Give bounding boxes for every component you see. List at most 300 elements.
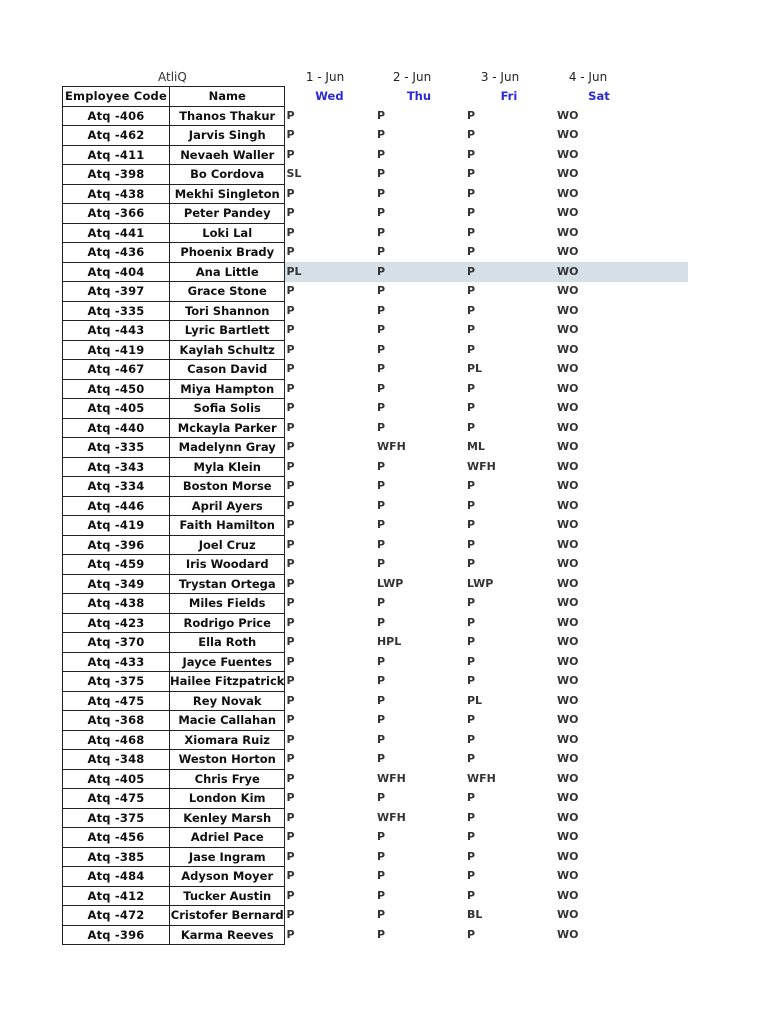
attendance-cell[interactable]: WO: [556, 479, 579, 492]
table-row: [63, 691, 688, 711]
employee-name-cell[interactable]: Bo Cordova: [170, 165, 285, 185]
attendance-cell[interactable]: WFH: [466, 771, 496, 785]
employee-name-cell[interactable]: Hailee Fitzpatrick: [170, 672, 285, 692]
table-row: [63, 399, 688, 419]
attendance-cell[interactable]: PL: [466, 693, 483, 707]
employee-code-cell[interactable]: Atq -405: [63, 399, 170, 419]
attendance-cell[interactable]: P: [376, 888, 385, 902]
attendance-cell[interactable]: P: [376, 849, 385, 863]
employee-code-cell[interactable]: Atq -423: [63, 613, 170, 633]
attendance-cell[interactable]: P: [286, 401, 295, 414]
attendance-cell[interactable]: WO: [556, 791, 579, 804]
employee-code-cell[interactable]: Atq -484: [63, 867, 170, 887]
empty-cell: [644, 867, 688, 887]
employee-name-cell[interactable]: Boston Morse: [170, 477, 285, 497]
attendance-cell[interactable]: P: [376, 381, 385, 395]
attendance-cell[interactable]: P: [376, 362, 385, 375]
employee-name-cell[interactable]: Cristofer Bernard: [170, 906, 285, 926]
employee-code-cell[interactable]: Atq -411: [63, 145, 170, 165]
attendance-cell[interactable]: P: [466, 245, 475, 258]
employee-code-cell[interactable]: Atq -456: [63, 828, 170, 848]
table-row: [63, 808, 688, 828]
empty-cell: [644, 633, 688, 653]
table-row: [63, 126, 688, 146]
employee-code-cell[interactable]: Atq -438: [63, 594, 170, 614]
employee-name-cell[interactable]: Chris Frye: [170, 769, 285, 789]
attendance-cell[interactable]: P: [286, 518, 295, 531]
attendance-cell[interactable]: P: [466, 284, 475, 297]
attendance-cell[interactable]: P: [376, 654, 385, 668]
day-header[interactable]: Sat: [588, 89, 610, 103]
table-row: [63, 750, 688, 770]
attendance-cell[interactable]: P: [374, 262, 464, 282]
attendance-cell[interactable]: P: [466, 888, 475, 902]
attendance-cell[interactable]: P: [466, 791, 475, 804]
attendance-cell[interactable]: P: [376, 420, 385, 434]
attendance-cell[interactable]: P: [376, 518, 385, 531]
attendance-cell[interactable]: P: [376, 732, 385, 746]
attendance-cell[interactable]: WFH: [376, 771, 406, 785]
attendance-cell[interactable]: WO: [556, 245, 579, 258]
attendance-cell[interactable]: WO: [556, 596, 579, 609]
attendance-cell[interactable]: P: [376, 537, 385, 551]
empty-cell: [644, 438, 688, 458]
attendance-cell[interactable]: P: [466, 849, 475, 863]
table-row: [63, 867, 688, 887]
attendance-cell[interactable]: P: [376, 401, 385, 414]
attendance-cell[interactable]: P: [466, 420, 475, 434]
attendance-cell[interactable]: P: [286, 440, 295, 453]
employee-name-cell[interactable]: Iris Woodard: [170, 555, 285, 575]
employee-code-cell[interactable]: Atq -475: [63, 691, 170, 711]
attendance-cell[interactable]: P: [286, 888, 295, 902]
employee-name-cell[interactable]: Rodrigo Price: [170, 613, 285, 633]
attendance-cell[interactable]: WO: [556, 849, 579, 863]
name-header[interactable]: Name: [170, 87, 285, 107]
employee-name-cell[interactable]: Trystan Ortega: [170, 574, 285, 594]
attendance-cell[interactable]: WO: [556, 498, 579, 512]
attendance-cell[interactable]: P: [286, 498, 295, 512]
attendance-cell[interactable]: P: [376, 128, 385, 141]
attendance-cell[interactable]: P: [376, 479, 385, 492]
employee-code-cell[interactable]: Atq -446: [63, 496, 170, 516]
attendance-cell[interactable]: P: [466, 206, 475, 219]
attendance-cell[interactable]: WO: [556, 518, 579, 531]
attendance-cell[interactable]: P: [466, 927, 475, 941]
attendance-cell[interactable]: P: [466, 225, 475, 239]
attendance-cell[interactable]: P: [286, 771, 295, 785]
attendance-cell[interactable]: P: [286, 596, 295, 609]
attendance-cell[interactable]: P: [286, 576, 295, 590]
employee-code-cell[interactable]: Atq -368: [63, 711, 170, 731]
employee-code-header[interactable]: Employee Code: [63, 87, 170, 107]
attendance-cell[interactable]: WO: [556, 108, 579, 122]
attendance-cell[interactable]: P: [286, 713, 295, 726]
employee-code-cell[interactable]: Atq -348: [63, 750, 170, 770]
employee-code-cell[interactable]: Atq -438: [63, 184, 170, 204]
attendance-cell[interactable]: P: [376, 323, 385, 336]
employee-name-cell[interactable]: Mckayla Parker: [170, 418, 285, 438]
attendance-cell[interactable]: WO: [556, 693, 579, 707]
employee-code-cell[interactable]: Atq -398: [63, 165, 170, 185]
employee-code-cell[interactable]: Atq -406: [63, 106, 170, 126]
attendance-cell[interactable]: WO: [556, 888, 579, 902]
attendance-cell[interactable]: P: [286, 635, 295, 648]
attendance-cell[interactable]: P: [466, 537, 475, 551]
attendance-cell[interactable]: P: [286, 284, 295, 297]
attendance-cell[interactable]: P: [286, 225, 295, 239]
employee-code-cell[interactable]: Atq -433: [63, 652, 170, 672]
attendance-cell[interactable]: WO: [556, 713, 579, 726]
attendance-cell[interactable]: HPL: [376, 635, 402, 648]
attendance-cell[interactable]: P: [466, 869, 475, 882]
employee-code-cell[interactable]: Atq -335: [63, 301, 170, 321]
attendance-cell[interactable]: P: [466, 167, 475, 180]
employee-code-cell[interactable]: Atq -334: [63, 477, 170, 497]
employee-code-cell[interactable]: Atq -436: [63, 243, 170, 263]
empty-cell: [644, 769, 688, 789]
attendance-cell[interactable]: P: [466, 635, 475, 648]
attendance-cell[interactable]: P: [286, 537, 295, 551]
employee-code-cell[interactable]: Atq -462: [63, 126, 170, 146]
employee-name-cell[interactable]: Miya Hampton: [170, 379, 285, 399]
attendance-cell[interactable]: P: [466, 596, 475, 609]
attendance-cell[interactable]: P: [376, 557, 385, 570]
attendance-cell[interactable]: P: [286, 810, 295, 824]
attendance-cell[interactable]: P: [466, 303, 475, 317]
empty-cell: [644, 886, 688, 906]
attendance-cell[interactable]: P: [376, 615, 385, 629]
employee-name-cell[interactable]: Lyric Bartlett: [170, 321, 285, 341]
attendance-cell[interactable]: P: [376, 245, 385, 258]
attendance-cell[interactable]: WO: [556, 167, 579, 180]
employee-code-cell[interactable]: Atq -370: [63, 633, 170, 653]
attendance-cell[interactable]: P: [286, 147, 295, 161]
empty-cell: [644, 418, 688, 438]
attendance-cell[interactable]: P: [376, 791, 385, 804]
employee-name-cell[interactable]: Jarvis Singh: [170, 126, 285, 146]
attendance-cell[interactable]: WO: [556, 401, 579, 414]
attendance-cell[interactable]: P: [466, 674, 475, 687]
attendance-cell[interactable]: WO: [556, 927, 579, 941]
attendance-cell[interactable]: WO: [556, 752, 579, 765]
empty-cell: [644, 730, 688, 750]
attendance-cell[interactable]: P: [376, 830, 385, 843]
employee-name-cell[interactable]: Kaylah Schultz: [170, 340, 285, 360]
employee-name-cell[interactable]: Nevaeh Waller: [170, 145, 285, 165]
attendance-cell[interactable]: WO: [556, 576, 579, 590]
attendance-cell[interactable]: WO: [556, 342, 579, 356]
attendance-cell[interactable]: WO: [556, 830, 579, 843]
employee-name-cell[interactable]: Myla Klein: [170, 457, 285, 477]
employee-code-cell[interactable]: Atq -375: [63, 808, 170, 828]
attendance-cell[interactable]: LWP: [376, 576, 404, 590]
attendance-cell[interactable]: WO: [556, 732, 579, 746]
attendance-cell[interactable]: WO: [556, 381, 579, 395]
employee-name-cell[interactable]: Macie Callahan: [170, 711, 285, 731]
attendance-cell[interactable]: PL: [466, 362, 483, 375]
employee-name-cell[interactable]: Ana Little: [170, 262, 285, 282]
attendance-cell[interactable]: WO: [556, 362, 579, 375]
employee-code-cell[interactable]: Atq -472: [63, 906, 170, 926]
attendance-cell[interactable]: WO: [556, 557, 579, 570]
employee-code-cell[interactable]: Atq -385: [63, 847, 170, 867]
attendance-cell[interactable]: P: [466, 381, 475, 395]
attendance-cell[interactable]: P: [286, 245, 295, 258]
attendance-cell[interactable]: WO: [556, 654, 579, 668]
attendance-cell[interactable]: WO: [556, 674, 579, 687]
attendance-cell[interactable]: WO: [556, 420, 579, 434]
empty-cell: [644, 87, 688, 107]
employee-code-cell[interactable]: Atq -419: [63, 340, 170, 360]
attendance-cell[interactable]: WFH: [376, 810, 406, 824]
attendance-cell[interactable]: P: [376, 225, 385, 239]
table-row: [63, 438, 688, 458]
attendance-cell[interactable]: P: [376, 147, 385, 161]
table-row: [63, 223, 688, 243]
attendance-cell[interactable]: ML: [466, 440, 485, 453]
attendance-cell[interactable]: WO: [556, 908, 579, 921]
table-row: [63, 379, 688, 399]
empty-cell: [644, 340, 688, 360]
attendance-cell[interactable]: P: [376, 908, 385, 921]
attendance-cell[interactable]: WO: [556, 810, 579, 824]
employee-name-cell[interactable]: Tori Shannon: [170, 301, 285, 321]
day-header[interactable]: Wed: [315, 89, 344, 103]
date-header: 2 - Jun: [392, 70, 432, 84]
attendance-cell[interactable]: P: [286, 108, 295, 122]
attendance-cell[interactable]: P: [286, 752, 295, 765]
table-row: [63, 906, 688, 926]
attendance-cell[interactable]: P: [466, 401, 475, 414]
employee-name-cell[interactable]: Adriel Pace: [170, 828, 285, 848]
attendance-cell[interactable]: P: [376, 498, 385, 512]
empty-cell: [644, 906, 688, 926]
attendance-cell[interactable]: P: [466, 615, 475, 629]
attendance-cell[interactable]: P: [466, 108, 475, 122]
table-row: [63, 594, 688, 614]
attendance-cell[interactable]: PL: [285, 262, 374, 282]
attendance-cell[interactable]: WO: [556, 147, 579, 161]
employee-name-cell[interactable]: Kenley Marsh: [170, 808, 285, 828]
attendance-cell[interactable]: P: [376, 869, 385, 882]
day-header[interactable]: Thu: [406, 89, 432, 103]
attendance-cell[interactable]: WFH: [466, 459, 496, 473]
employee-name-cell[interactable]: Grace Stone: [170, 282, 285, 302]
employee-code-cell[interactable]: Atq -443: [63, 321, 170, 341]
employee-name-cell[interactable]: Adyson Moyer: [170, 867, 285, 887]
attendance-cell[interactable]: WO: [556, 459, 579, 473]
attendance-cell[interactable]: WO: [556, 440, 579, 453]
attendance-cell[interactable]: P: [286, 849, 295, 863]
attendance-cell[interactable]: P: [466, 654, 475, 668]
attendance-cell[interactable]: WO: [556, 128, 579, 141]
attendance-cell[interactable]: P: [376, 674, 385, 687]
employee-name-cell[interactable]: Sofia Solis: [170, 399, 285, 419]
attendance-cell[interactable]: P: [286, 342, 295, 356]
employee-name-cell[interactable]: Madelynn Gray: [170, 438, 285, 458]
attendance-cell[interactable]: P: [376, 752, 385, 765]
attendance-cell[interactable]: WO: [556, 323, 579, 336]
attendance-cell[interactable]: WO: [556, 186, 579, 200]
attendance-cell[interactable]: P: [286, 479, 295, 492]
table-row: [63, 828, 688, 848]
table-row: [63, 301, 688, 321]
attendance-cell[interactable]: P: [466, 342, 475, 356]
attendance-cell[interactable]: P: [376, 108, 385, 122]
employee-name-cell[interactable]: Jase Ingram: [170, 847, 285, 867]
attendance-cell[interactable]: LWP: [466, 576, 494, 590]
employee-name-cell[interactable]: Ella Roth: [170, 633, 285, 653]
attendance-cell[interactable]: WO: [556, 284, 579, 297]
employee-name-cell[interactable]: Peter Pandey: [170, 204, 285, 224]
employee-code-cell[interactable]: Atq -475: [63, 789, 170, 809]
employee-code-cell[interactable]: Atq -405: [63, 769, 170, 789]
employee-name-cell[interactable]: Thanos Thakur: [170, 106, 285, 126]
attendance-cell[interactable]: P: [466, 186, 475, 200]
company-name: AtliQ: [158, 70, 187, 84]
attendance-cell[interactable]: P: [376, 342, 385, 356]
attendance-cell[interactable]: P: [376, 284, 385, 297]
attendance-cell[interactable]: P: [286, 381, 295, 395]
empty-cell: [644, 555, 688, 575]
attendance-cell[interactable]: P: [466, 128, 475, 141]
employee-code-cell[interactable]: Atq -441: [63, 223, 170, 243]
attendance-cell[interactable]: WO: [556, 537, 579, 551]
attendance-cell[interactable]: P: [376, 206, 385, 219]
attendance-cell[interactable]: P: [286, 791, 295, 804]
attendance-cell[interactable]: P: [286, 323, 295, 336]
day-header[interactable]: Fri: [500, 89, 518, 103]
employee-name-cell[interactable]: Joel Cruz: [170, 535, 285, 555]
employee-code-cell[interactable]: Atq -349: [63, 574, 170, 594]
attendance-cell[interactable]: P: [286, 927, 295, 941]
employee-code-cell[interactable]: Atq -335: [63, 438, 170, 458]
table-row: [63, 340, 688, 360]
attendance-cell[interactable]: P: [286, 908, 295, 921]
table-row: [63, 711, 688, 731]
attendance-cell[interactable]: P: [466, 147, 475, 161]
attendance-cell[interactable]: P: [286, 557, 295, 570]
attendance-cell[interactable]: P: [376, 927, 385, 941]
attendance-cell[interactable]: P: [286, 674, 295, 687]
attendance-cell[interactable]: P: [376, 459, 385, 473]
date-header: 4 - Jun: [568, 70, 608, 84]
employee-name-cell[interactable]: Mekhi Singleton: [170, 184, 285, 204]
attendance-cell[interactable]: P: [286, 420, 295, 434]
attendance-cell[interactable]: P: [466, 479, 475, 492]
attendance-cell[interactable]: P: [286, 362, 295, 375]
attendance-cell[interactable]: BL: [466, 908, 483, 921]
attendance-cell[interactable]: P: [466, 830, 475, 843]
attendance-cell[interactable]: P: [376, 693, 385, 707]
attendance-cell[interactable]: P: [376, 713, 385, 726]
employee-name-cell[interactable]: Karma Reeves: [170, 925, 285, 945]
employee-code-cell[interactable]: Atq -375: [63, 672, 170, 692]
employee-name-cell[interactable]: Faith Hamilton: [170, 516, 285, 536]
employee-code-cell[interactable]: Atq -397: [63, 282, 170, 302]
employee-name-cell[interactable]: Cason David: [170, 360, 285, 380]
attendance-cell[interactable]: P: [464, 262, 554, 282]
employee-code-cell[interactable]: Atq -459: [63, 555, 170, 575]
attendance-cell[interactable]: P: [466, 732, 475, 746]
employee-code-cell[interactable]: Atq -440: [63, 418, 170, 438]
employee-name-cell[interactable]: Loki Lal: [170, 223, 285, 243]
attendance-cell[interactable]: WO: [556, 206, 579, 219]
attendance-cell[interactable]: SL: [286, 167, 302, 180]
attendance-cell[interactable]: WO: [556, 771, 579, 785]
attendance-cell[interactable]: P: [466, 323, 475, 336]
empty-cell: [644, 126, 688, 146]
employee-name-cell[interactable]: London Kim: [170, 789, 285, 809]
attendance-cell[interactable]: P: [376, 596, 385, 609]
attendance-cell[interactable]: P: [466, 518, 475, 531]
attendance-cell[interactable]: P: [466, 713, 475, 726]
attendance-cell[interactable]: WO: [556, 303, 579, 317]
attendance-cell[interactable]: WO: [556, 225, 579, 239]
employee-code-cell[interactable]: Atq -366: [63, 204, 170, 224]
attendance-cell[interactable]: P: [286, 303, 295, 317]
attendance-cell[interactable]: P: [286, 732, 295, 746]
attendance-cell[interactable]: P: [376, 167, 385, 180]
attendance-cell[interactable]: P: [466, 557, 475, 570]
attendance-cell[interactable]: P: [286, 128, 295, 141]
employee-code-cell[interactable]: Atq -419: [63, 516, 170, 536]
attendance-cell[interactable]: WO: [556, 615, 579, 629]
employee-code-cell[interactable]: Atq -412: [63, 886, 170, 906]
employee-name-cell[interactable]: Weston Horton: [170, 750, 285, 770]
empty-cell: [644, 516, 688, 536]
attendance-cell[interactable]: P: [286, 654, 295, 668]
employee-code-cell[interactable]: Atq -468: [63, 730, 170, 750]
attendance-cell[interactable]: P: [466, 810, 475, 824]
attendance-cell[interactable]: P: [376, 303, 385, 317]
attendance-cell[interactable]: P: [466, 498, 475, 512]
table-row: [63, 145, 688, 165]
attendance-cell[interactable]: P: [376, 186, 385, 200]
attendance-cell[interactable]: P: [286, 459, 295, 473]
employee-name-cell[interactable]: April Ayers: [170, 496, 285, 516]
employee-code-cell[interactable]: Atq -343: [63, 457, 170, 477]
attendance-cell[interactable]: P: [286, 186, 295, 200]
employee-name-cell[interactable]: Tucker Austin: [170, 886, 285, 906]
employee-code-cell[interactable]: Atq -404: [63, 262, 170, 282]
employee-code-cell[interactable]: Atq -467: [63, 360, 170, 380]
employee-name-cell[interactable]: Rey Novak: [170, 691, 285, 711]
table-row: [63, 204, 688, 224]
attendance-cell[interactable]: P: [466, 752, 475, 765]
attendance-cell[interactable]: WO: [554, 262, 644, 282]
employee-code-cell[interactable]: Atq -450: [63, 379, 170, 399]
empty-cell: [644, 165, 688, 185]
employee-code-cell[interactable]: Atq -396: [63, 535, 170, 555]
attendance-cell[interactable]: P: [286, 830, 295, 843]
attendance-cell[interactable]: WFH: [376, 440, 406, 453]
employee-code-cell[interactable]: Atq -396: [63, 925, 170, 945]
date-header: 3 - Jun: [480, 70, 520, 84]
attendance-cell[interactable]: P: [286, 206, 295, 219]
employee-name-cell[interactable]: Xiomara Ruiz: [170, 730, 285, 750]
attendance-cell[interactable]: P: [286, 615, 295, 629]
attendance-cell[interactable]: WO: [556, 869, 579, 882]
employee-name-cell[interactable]: Jayce Fuentes: [170, 652, 285, 672]
empty-cell: [644, 457, 688, 477]
employee-name-cell[interactable]: Miles Fields: [170, 594, 285, 614]
attendance-cell[interactable]: P: [286, 693, 295, 707]
attendance-cell[interactable]: WO: [556, 635, 579, 648]
attendance-cell[interactable]: P: [286, 869, 295, 882]
employee-name-cell[interactable]: Phoenix Brady: [170, 243, 285, 263]
